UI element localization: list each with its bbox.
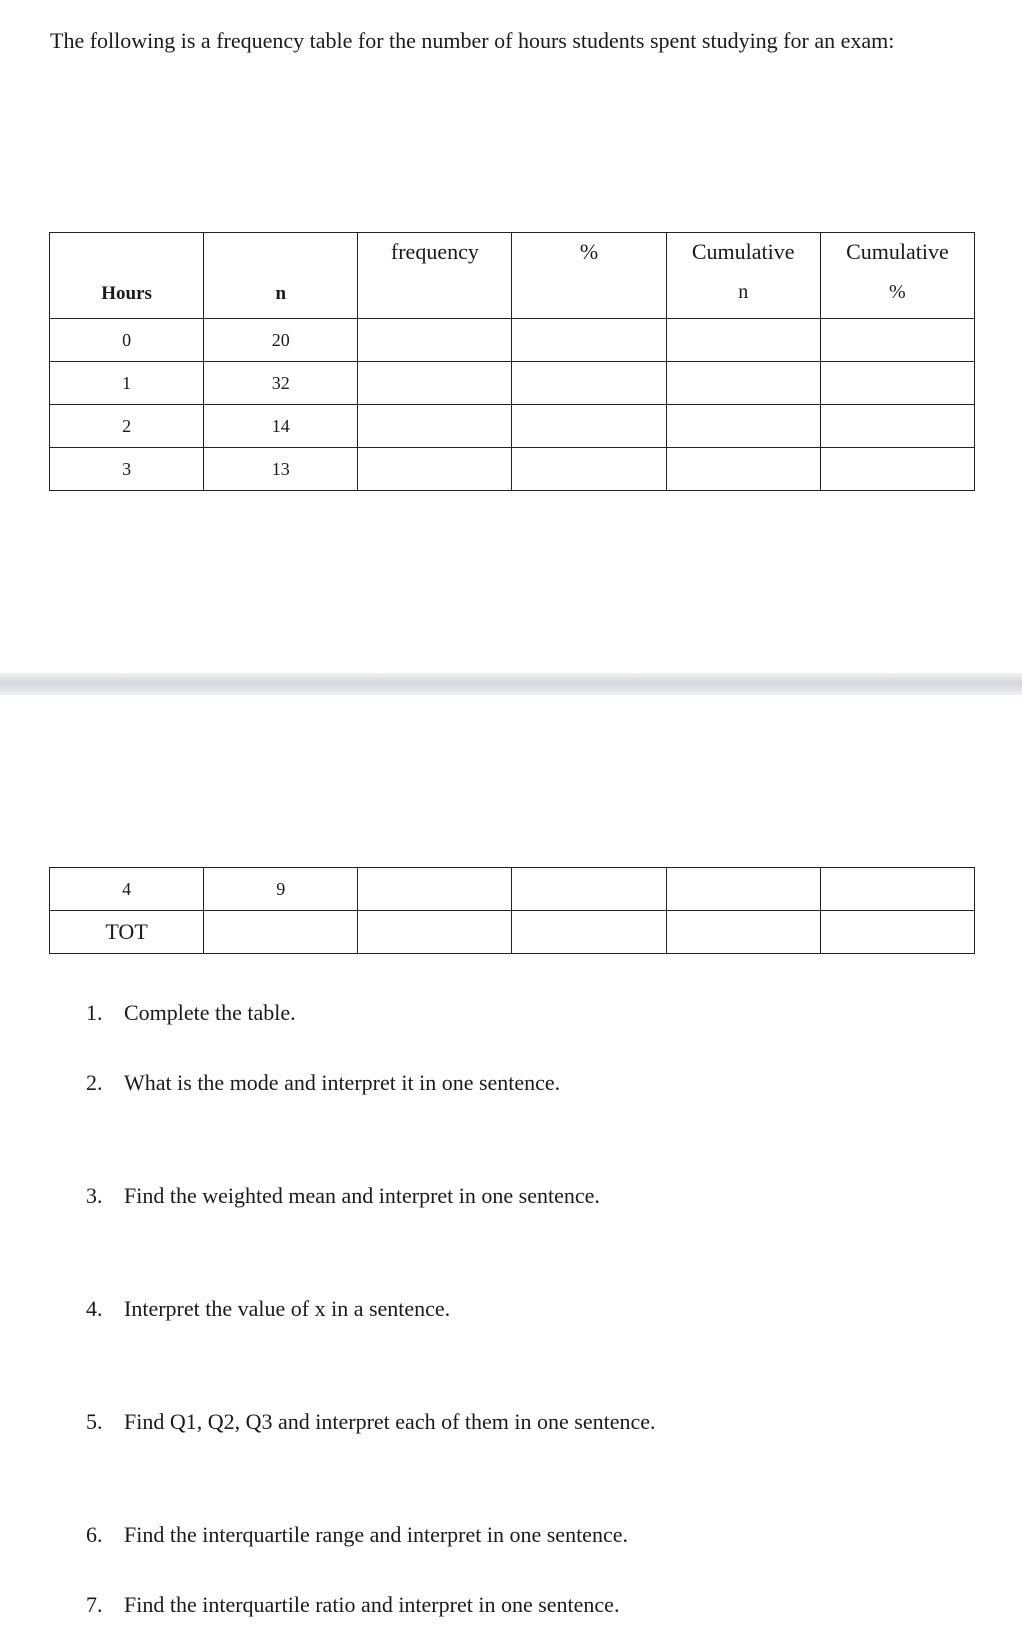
cell-total-n [204,911,358,954]
header-n [204,233,358,319]
header-cumulative-percent-line2: % [889,281,906,303]
question-number: 2. [86,1070,103,1095]
cell-cumulative-n [666,319,820,362]
question-text: Complete the table. [124,1000,296,1025]
cell-n: 13 [204,448,358,491]
cell-cumulative-percent [820,362,974,405]
question-item [86,1592,619,1618]
table-row [50,868,975,911]
table-row [50,319,975,362]
question-item [86,1000,296,1026]
header-percent [512,233,666,319]
cell-frequency [358,448,512,491]
table-total-row [50,911,975,954]
cell-hours: 3 [50,448,204,491]
cell-percent [512,405,666,448]
cell-cumulative-percent [820,448,974,491]
cell-n: 32 [204,362,358,405]
question-number: 7. [86,1592,103,1617]
header-hours [50,233,204,319]
table-row [50,362,975,405]
question-number: 3. [86,1183,103,1208]
cell-hours: 1 [50,362,204,405]
header-frequency [358,233,512,319]
table-row [50,448,975,491]
question-item [86,1409,656,1435]
cell-cumulative-percent [820,319,974,362]
header-frequency-label: frequency [390,239,479,264]
question-number: 4. [86,1296,103,1321]
cell-percent [512,319,666,362]
cell-hours: 4 [50,868,204,911]
cell-hours: 0 [50,319,204,362]
cell-frequency [358,868,512,911]
question-number: 5. [86,1409,103,1434]
header-hours-label: Hours [101,283,152,304]
cell-frequency [358,362,512,405]
cell-percent [512,362,666,405]
cell-cumulative-n [666,405,820,448]
cell-cumulative-n [666,448,820,491]
cell-total-frequency [358,911,512,954]
question-item [86,1070,560,1096]
cell-total-label: TOT [50,911,204,954]
question-number: 1. [86,1000,103,1025]
cell-cumulative-n [666,868,820,911]
intro-text: The following is a frequency table for the number of hours students spent studying for an exam: [50,28,895,53]
header-cumulative-n [666,233,820,319]
header-cumulative-percent [820,233,974,319]
cell-n: 9 [204,868,358,911]
cell-cumulative-percent [820,868,974,911]
question-item [86,1183,600,1209]
question-number: 6. [86,1522,103,1547]
cell-total-cumulative-n [666,911,820,954]
cell-hours: 2 [50,405,204,448]
question-text: Find the interquartile range and interpret in one sentence. [124,1522,628,1547]
cell-n: 20 [204,319,358,362]
cell-percent [512,448,666,491]
header-cumulative-n-line1: Cumulative [691,239,795,264]
cell-frequency [358,405,512,448]
header-n-label: n [275,283,287,304]
header-cumulative-n-line2: n [738,281,749,303]
question-item [86,1522,628,1548]
header-cumulative-percent-line1: Cumulative [846,239,949,264]
cell-cumulative-percent [820,405,974,448]
header-percent-label: % [579,239,599,264]
cell-total-cumulative-percent [820,911,974,954]
cell-n: 14 [204,405,358,448]
frequency-table-continued [49,867,975,954]
question-text: Find the interquartile ratio and interpret in one sentence. [124,1592,620,1617]
frequency-table [49,232,975,491]
question-text: Find Q1, Q2, Q3 and interpret each of them in one sentence. [124,1409,656,1434]
cell-frequency [358,319,512,362]
page-break-divider [0,673,1022,695]
question-text: What is the mode and interpret it in one sentence. [124,1070,561,1095]
cell-percent [512,868,666,911]
cell-total-percent [512,911,666,954]
question-item [86,1296,450,1322]
question-text: Find the weighted mean and interpret in one sentence. [124,1183,600,1208]
question-text: Interpret the value of x in a sentence. [124,1296,451,1321]
cell-cumulative-n [666,362,820,405]
table-header-row [50,233,975,319]
table-row [50,405,975,448]
